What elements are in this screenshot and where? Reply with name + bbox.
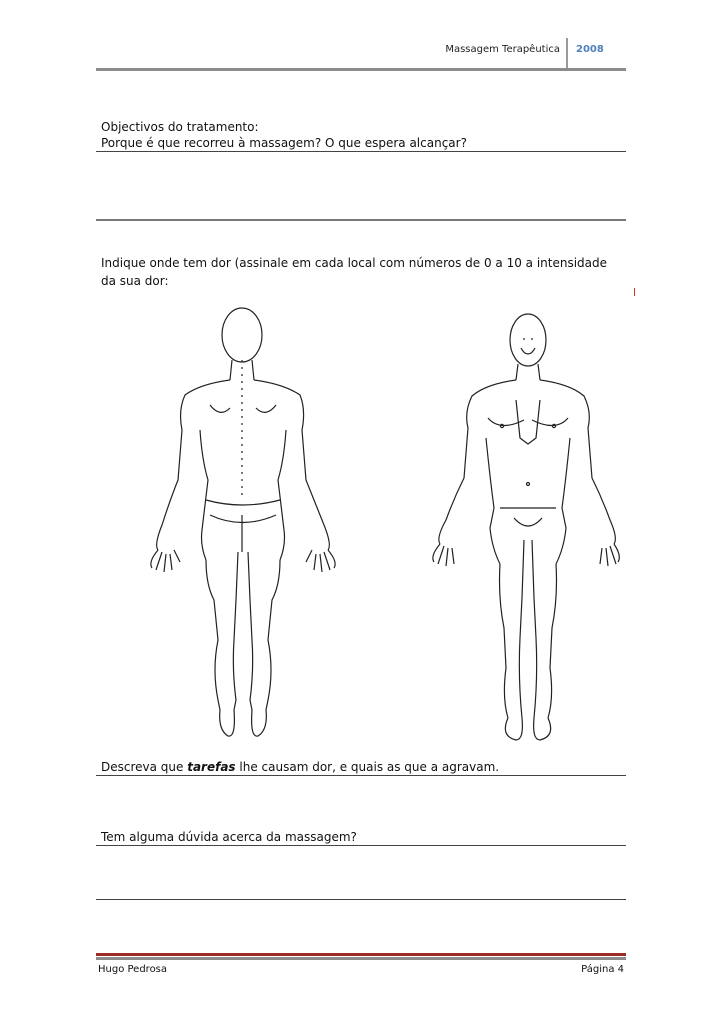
doubts-question: Tem alguma dúvida acerca da massagem?: [101, 830, 357, 844]
header-rule: [96, 68, 626, 71]
objectives-question: Porque é que recorreu à massagem? O que espera alcançar?: [101, 136, 467, 150]
tasks-emphasis: tarefas: [187, 760, 236, 774]
tasks-question: [101, 759, 499, 775]
footer-rule-gray: [96, 957, 626, 960]
header-separator: [566, 38, 568, 68]
answer-line: [96, 845, 626, 846]
pain-instruction-continued: da sua dor:: [101, 274, 169, 288]
header-year: 2008: [576, 44, 604, 55]
footer-rule-red: [96, 953, 626, 956]
answer-line: [96, 775, 626, 776]
body-front-icon: [420, 308, 620, 748]
footer-author: Hugo Pedrosa: [98, 964, 168, 975]
pain-instruction: Indique onde tem dor (assinale em cada local com números de 0 a 10 a intensidade: [101, 256, 608, 270]
tasks-question-suffix: lhe causam dor, e quais as que a agravam.: [235, 760, 500, 774]
footer-page-number: Página 4: [581, 964, 624, 975]
answer-line: [96, 151, 626, 152]
answer-line: [96, 899, 626, 900]
objectives-heading: Objectivos do tratamento:: [101, 120, 259, 134]
header-title: Massagem Terapêutica: [445, 44, 560, 55]
stray-mark: [634, 288, 635, 296]
body-back-icon: [140, 300, 350, 750]
tasks-question-prefix: Descreva que: [101, 760, 188, 774]
section-divider: [96, 219, 626, 221]
